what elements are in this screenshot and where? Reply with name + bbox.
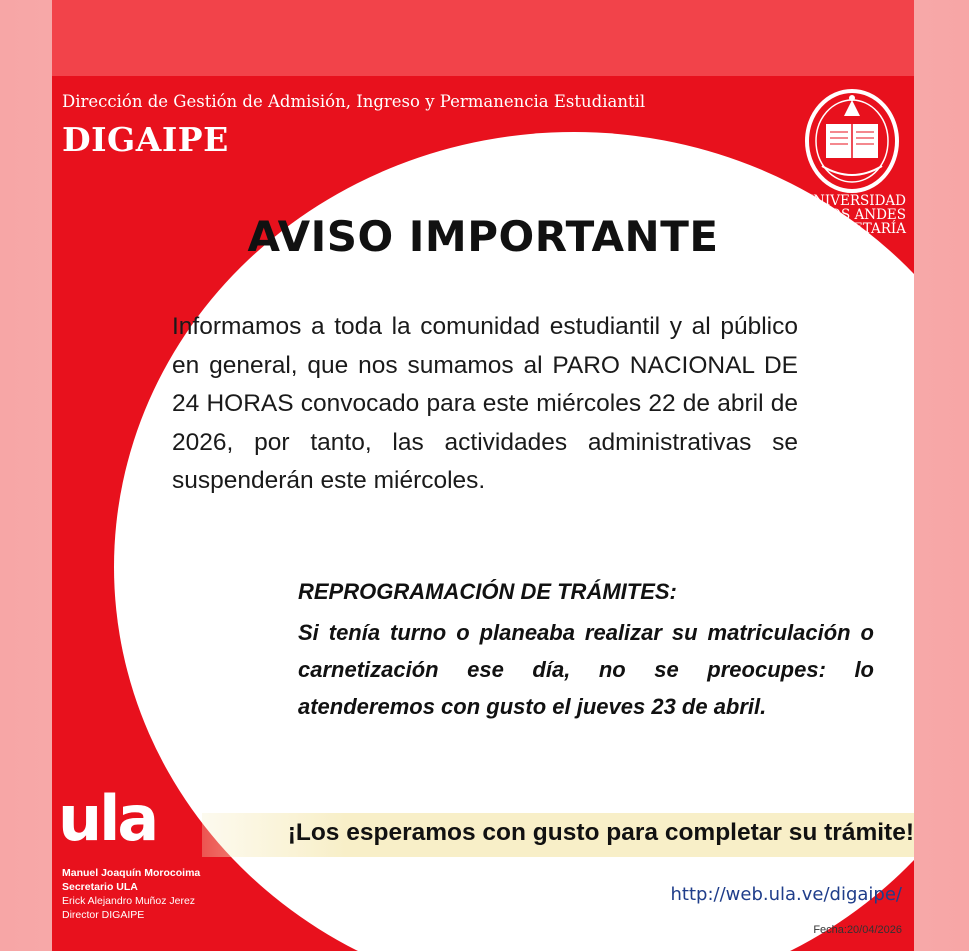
notice-poster [52,76,914,951]
ula-seal-icon [802,86,902,196]
publish-date: Fecha:20/04/2026 [813,924,902,936]
signers-block [62,866,200,922]
website-link[interactable]: http://web.ula.ve/digaipe/ [670,884,902,905]
signer-role: Secretario ULA [62,881,138,893]
brand-name: DIGAIPE [62,120,229,159]
signer-name: Manuel Joaquín Morocoima [62,867,201,879]
closing-message: ¡Los esperamos con gusto para completar su trámite! [287,819,914,846]
reschedule-body: Si tenía turno o planeaba realizar su matriculación o carnetización ese día, no se preocupes: lo atenderemos con gusto el jueves 23 de abril. [298,620,874,719]
notice-title: AVISO IMPORTANTE [247,212,719,261]
top-band [52,0,914,76]
signer-name: Erick Alejandro Muñoz Jerez [62,895,196,907]
ula-logo: ula [58,782,157,855]
department-name: Dirección de Gestión de Admisión, Ingreso y Permanencia Estudiantil [62,92,646,111]
signer-role: Director DIGAIPE [62,909,145,921]
reschedule-title: REPROGRAMACIÓN DE TRÁMITES: [298,579,677,604]
notice-body: Informamos a toda la comunidad estudiantil y al público en general, que nos sumamos al PARO NACIONAL DE 24 HORAS convocado para este miércoles 22 de abril de 2026, por tanto, las actividades administrativas se suspenderán este miércoles. [172,313,798,494]
university-name: UNIVERSIDAD DE LOS ANDES SECRETARÍA [795,193,906,237]
closing-banner [202,813,914,857]
